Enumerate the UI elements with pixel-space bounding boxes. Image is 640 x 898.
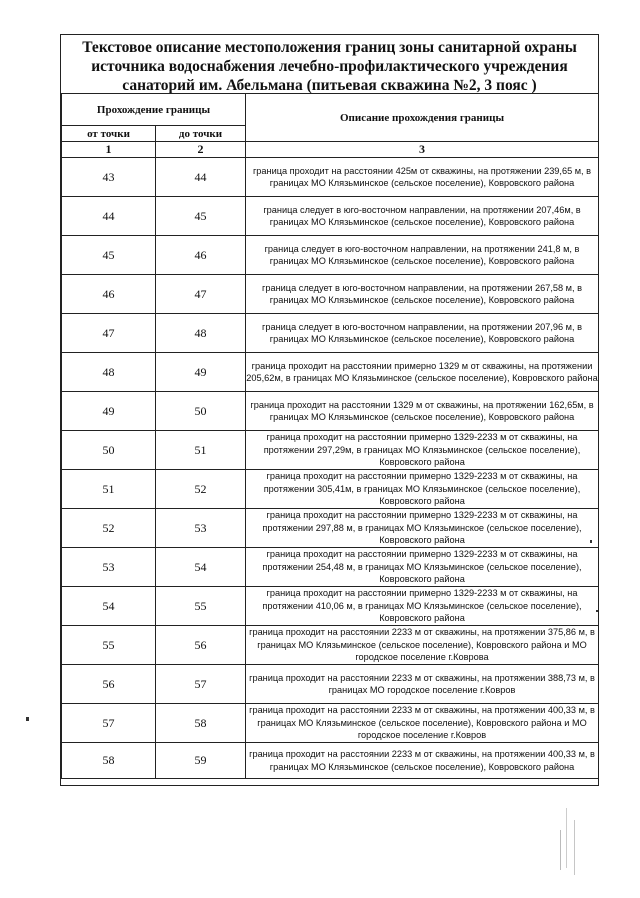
from-point-cell: 56 [62, 665, 156, 704]
table-row [62, 314, 599, 353]
boundary-table [61, 93, 599, 779]
to-point-cell: 56 [156, 626, 246, 665]
column-number-1: 1 [62, 142, 156, 158]
table-row [62, 392, 599, 431]
to-point-cell: 45 [156, 197, 246, 236]
scan-speck [574, 820, 575, 875]
from-point-cell: 54 [62, 587, 156, 626]
table-row [62, 665, 599, 704]
header-description: Описание прохождения границы [246, 94, 599, 142]
description-cell: граница проходит на расстоянии примерно 1329 м от скважины, на протяжении 205,62м, в границах МО Клязьминское (сельское поселение), Ковровского района [246, 353, 599, 392]
table-row [62, 743, 599, 779]
to-point-cell: 44 [156, 158, 246, 197]
from-point-cell: 47 [62, 314, 156, 353]
table-row [62, 431, 599, 470]
table-row [62, 197, 599, 236]
to-point-cell: 51 [156, 431, 246, 470]
description-cell: граница следует в юго-восточном направлении, на протяжении 207,96 м, в границах МО Клязьминское (сельское поселение), Ковровского района [246, 314, 599, 353]
scan-speck [26, 717, 29, 721]
table-row [62, 353, 599, 392]
table-row [62, 626, 599, 665]
from-point-cell: 55 [62, 626, 156, 665]
description-cell: граница проходит на расстоянии 2233 м от скважины, на протяжении 400,33 м, в границах МО Клязьминское (сельское поселение), Ковровского района [246, 743, 599, 779]
table-row [62, 509, 599, 548]
description-cell: граница проходит на расстоянии примерно 1329-2233 м от скважины, на протяжении 297,29м, в границах МО Клязьминское (сельское поселение), Ковровского района [246, 431, 599, 470]
scan-speck [560, 830, 561, 870]
description-cell: граница проходит на расстоянии примерно 1329-2233 м от скважины, на протяжении 305,41м, в границах МО Клязьминское (сельское поселение), Ковровского района [246, 470, 599, 509]
column-number-3: 3 [246, 142, 599, 158]
scan-speck [590, 540, 592, 543]
to-point-cell: 57 [156, 665, 246, 704]
to-point-cell: 49 [156, 353, 246, 392]
to-point-cell: 48 [156, 314, 246, 353]
to-point-cell: 54 [156, 548, 246, 587]
description-cell: граница проходит на расстоянии 425м от скважины, на протяжении 239,65 м, в границах МО Клязьминское (сельское поселение), Ковровского района [246, 158, 599, 197]
from-point-cell: 45 [62, 236, 156, 275]
to-point-cell: 55 [156, 587, 246, 626]
from-point-cell: 44 [62, 197, 156, 236]
description-cell: граница проходит на расстоянии 2233 м от скважины, на протяжении 388,73 м, в границах МО городское поселение г.Ковров [246, 665, 599, 704]
from-point-cell: 48 [62, 353, 156, 392]
to-point-cell: 47 [156, 275, 246, 314]
from-point-cell: 43 [62, 158, 156, 197]
to-point-cell: 58 [156, 704, 246, 743]
scan-speck [596, 610, 598, 612]
to-point-cell: 46 [156, 236, 246, 275]
description-cell: граница проходит на расстоянии примерно 1329-2233 м от скважины, на протяжении 297,88 м, в границах МО Клязьминское (сельское поселение), Ковровского района [246, 509, 599, 548]
from-point-cell: 52 [62, 509, 156, 548]
from-point-cell: 58 [62, 743, 156, 779]
description-cell: граница проходит на расстоянии 2233 м от скважины, на протяжении 400,33 м, в границах МО Клязьминское (сельское поселение), Ковровского района и МО городское поселение г.Ковров [246, 704, 599, 743]
to-point-cell: 52 [156, 470, 246, 509]
from-point-cell: 49 [62, 392, 156, 431]
table-body [62, 158, 599, 779]
table-row [62, 548, 599, 587]
description-cell: граница проходит на расстоянии примерно 1329-2233 м от скважины, на протяжении 410,06 м, в границах МО Клязьминское (сельское поселение), Ковровского района [246, 587, 599, 626]
description-cell: граница проходит на расстоянии примерно 1329-2233 м от скважины, на протяжении 254,48 м, в границах МО Клязьминское (сельское поселение), Ковровского района [246, 548, 599, 587]
table-row [62, 470, 599, 509]
header-to-point: до точки [156, 126, 246, 142]
to-point-cell: 53 [156, 509, 246, 548]
table-row [62, 587, 599, 626]
to-point-cell: 59 [156, 743, 246, 779]
header-from-point: от точки [62, 126, 156, 142]
from-point-cell: 53 [62, 548, 156, 587]
table-row [62, 158, 599, 197]
table-row [62, 236, 599, 275]
description-cell: граница проходит на расстоянии 1329 м от скважины, на протяжении 162,65м, в границах МО Клязьминское (сельское поселение), Ковровского района [246, 392, 599, 431]
description-cell: граница следует в юго-восточном направлении, на протяжении 241,8 м, в границах МО Клязьминское (сельское поселение), Ковровского района [246, 236, 599, 275]
header-passage: Прохождение границы [62, 94, 246, 126]
column-number-2: 2 [156, 142, 246, 158]
from-point-cell: 57 [62, 704, 156, 743]
to-point-cell: 50 [156, 392, 246, 431]
from-point-cell: 51 [62, 470, 156, 509]
from-point-cell: 50 [62, 431, 156, 470]
document-title: Текстовое описание местоположения границ зоны санитарной охраны источника водоснабжения лечебно-профилактического учреждения санаторий им. Абельмана (питьевая скважина №2, 3 пояс ) [82, 39, 577, 94]
description-cell: граница следует в юго-восточном направлении, на протяжении 207,46м, в границах МО Клязьминское (сельское поселение), Ковровского района [246, 197, 599, 236]
description-cell: граница проходит на расстоянии 2233 м от скважины, на протяжении 375,86 м, в границах МО Клязьминское (сельское поселение), Ковровского района и МО городское поселение г.Коврова [246, 626, 599, 665]
scan-speck [566, 808, 567, 868]
table-row [62, 275, 599, 314]
table-row [62, 704, 599, 743]
description-cell: граница следует в юго-восточном направлении, на протяжении 267,58 м, в границах МО Клязьминское (сельское поселение), Ковровского района [246, 275, 599, 314]
from-point-cell: 46 [62, 275, 156, 314]
